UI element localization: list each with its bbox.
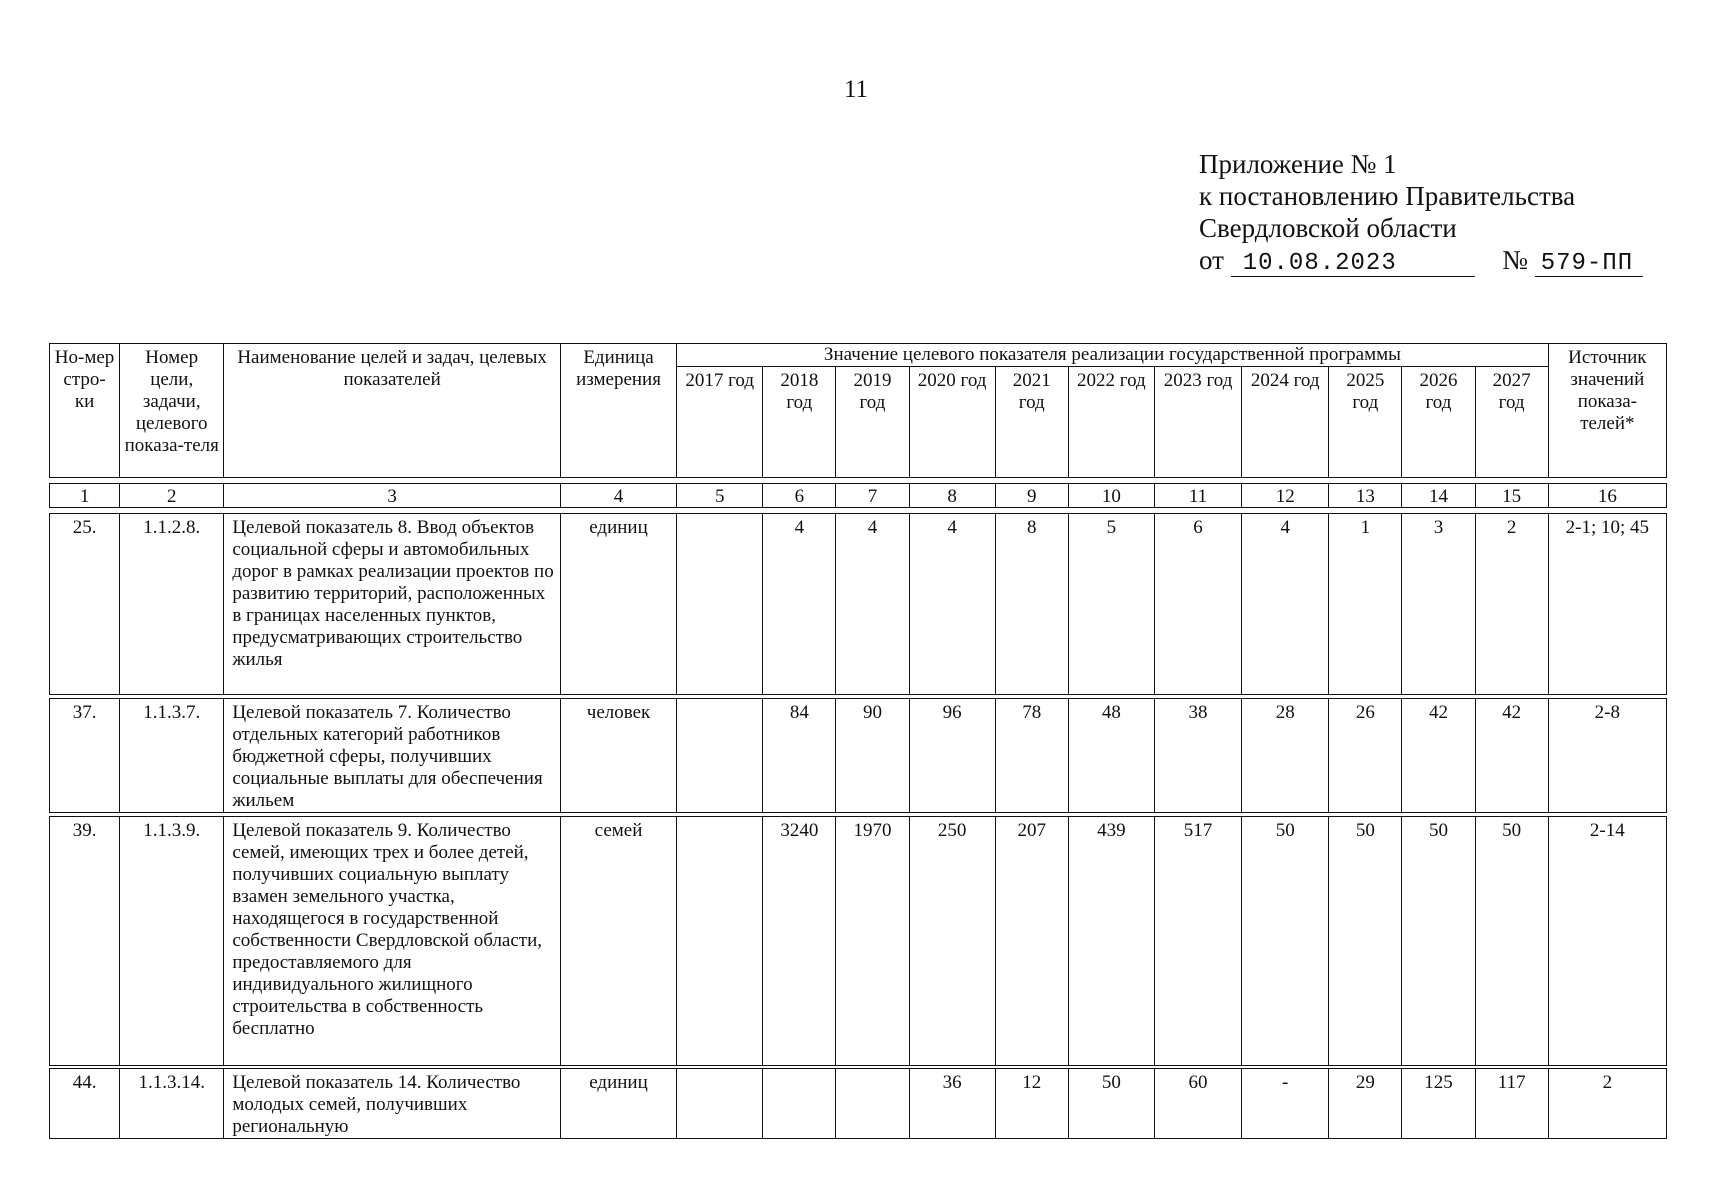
value-cell <box>677 514 763 695</box>
goal-number: 1.1.3.7. <box>120 699 224 813</box>
header-year: 2027 год <box>1475 367 1548 478</box>
header-year: 2018 год <box>763 367 836 478</box>
value-cell <box>763 1069 836 1139</box>
table-row <box>49 698 1667 813</box>
value-cell: 36 <box>909 1069 995 1139</box>
column-number: 7 <box>836 484 909 508</box>
header-year: 2020 год <box>909 367 995 478</box>
value-cell: 38 <box>1154 699 1241 813</box>
header-name: Наименование целей и задач, целевых показателей <box>224 344 561 478</box>
column-number: 6 <box>763 484 836 508</box>
column-number: 14 <box>1402 484 1475 508</box>
value-cell: 3 <box>1402 514 1475 695</box>
number-prefix: № <box>1502 245 1528 275</box>
value-cell: 5 <box>1068 514 1154 695</box>
column-number: 2 <box>120 484 224 508</box>
header-values-group: Значение целевого показателя реализации государственной программы <box>677 344 1549 367</box>
value-cell: 439 <box>1068 817 1154 1066</box>
header-year: 2023 год <box>1154 367 1241 478</box>
header-year: 2022 год <box>1068 367 1154 478</box>
value-cell: 50 <box>1068 1069 1154 1139</box>
value-cell: 8 <box>995 514 1068 695</box>
unit: единиц <box>560 514 676 695</box>
source: 2 <box>1548 1069 1666 1139</box>
value-cell: 60 <box>1154 1069 1241 1139</box>
appendix-block <box>1199 148 1643 277</box>
indicator-name: Целевой показатель 14. Количество молодых семей, получивших региональную <box>224 1069 561 1139</box>
column-number: 10 <box>1068 484 1154 508</box>
value-cell: 50 <box>1242 817 1329 1066</box>
table-row <box>49 513 1667 695</box>
value-cell: - <box>1242 1069 1329 1139</box>
unit: человек <box>560 699 676 813</box>
header-year: 2021 год <box>995 367 1068 478</box>
table-row <box>49 816 1667 1066</box>
value-cell: 96 <box>909 699 995 813</box>
value-cell: 84 <box>763 699 836 813</box>
table-row <box>49 1068 1667 1139</box>
value-cell: 1970 <box>836 817 909 1066</box>
indicator-name: Целевой показатель 8. Ввод объектов социальной сферы и автомобильных дорог в рамках реализации проектов по развитию территорий, расположенных в границах населенных пунктов, предусматривающих строительство жилья <box>224 514 561 695</box>
value-cell: 4 <box>1242 514 1329 695</box>
value-cell: 250 <box>909 817 995 1066</box>
column-number: 9 <box>995 484 1068 508</box>
goal-number: 1.1.3.14. <box>120 1069 224 1139</box>
column-number: 12 <box>1242 484 1329 508</box>
value-cell: 125 <box>1402 1069 1475 1139</box>
row-number: 37. <box>50 699 120 813</box>
source: 2-1; 10; 45 <box>1548 514 1666 695</box>
column-number: 16 <box>1548 484 1666 508</box>
column-number: 13 <box>1329 484 1402 508</box>
source: 2-8 <box>1548 699 1666 813</box>
column-number: 8 <box>909 484 995 508</box>
value-cell <box>836 1069 909 1139</box>
appendix-line-2: к постановлению Правительства <box>1199 181 1576 211</box>
value-cell: 90 <box>836 699 909 813</box>
value-cell: 26 <box>1329 699 1402 813</box>
value-cell: 117 <box>1475 1069 1548 1139</box>
value-cell: 29 <box>1329 1069 1402 1139</box>
value-cell: 3240 <box>763 817 836 1066</box>
value-cell: 1 <box>1329 514 1402 695</box>
table-header <box>49 343 1667 478</box>
value-cell: 6 <box>1154 514 1241 695</box>
value-cell: 4 <box>909 514 995 695</box>
header-unit: Единица измерения <box>560 344 676 478</box>
appendix-date-line <box>1199 244 1643 277</box>
unit: единиц <box>560 1069 676 1139</box>
value-cell <box>677 1069 763 1139</box>
value-cell: 207 <box>995 817 1068 1066</box>
header-goal-number: Номер цели, задачи, целевого показа-теля <box>120 344 224 478</box>
value-cell: 50 <box>1329 817 1402 1066</box>
value-cell: 50 <box>1475 817 1548 1066</box>
decree-number: 579-ПП <box>1535 252 1643 277</box>
column-number: 3 <box>224 484 561 508</box>
header-year: 2024 год <box>1242 367 1329 478</box>
appendix-title: Приложение № 1 <box>1199 149 1397 179</box>
value-cell: 42 <box>1402 699 1475 813</box>
column-numbers-row <box>49 483 1667 508</box>
header-year: 2026 год <box>1402 367 1475 478</box>
column-number: 1 <box>50 484 120 508</box>
value-cell: 28 <box>1242 699 1329 813</box>
value-cell: 4 <box>763 514 836 695</box>
header-year: 2017 год <box>677 367 763 478</box>
decree-date: 10.08.2023 <box>1231 252 1475 277</box>
column-number: 4 <box>560 484 676 508</box>
value-cell: 78 <box>995 699 1068 813</box>
value-cell: 517 <box>1154 817 1241 1066</box>
header-row-number: Но-мер стро-ки <box>50 344 120 478</box>
header-source: Источник значений показа-телей* <box>1548 344 1666 478</box>
page-number: 11 <box>843 76 869 103</box>
indicator-name: Целевой показатель 9. Количество семей, имеющих трех и более детей, получивших социальную выплату взамен земельного участка, находящегося в государственной собственности Свердловской области, предоставляемого для индивидуального жилищного строительства в собственность бесплатно <box>224 817 561 1066</box>
row-number: 25. <box>50 514 120 695</box>
value-cell: 42 <box>1475 699 1548 813</box>
value-cell: 48 <box>1068 699 1154 813</box>
column-number: 11 <box>1154 484 1241 508</box>
column-number: 5 <box>677 484 763 508</box>
header-year: 2019 год <box>836 367 909 478</box>
date-prefix: от <box>1199 245 1224 275</box>
column-number: 15 <box>1475 484 1548 508</box>
unit: семей <box>560 817 676 1066</box>
row-number: 39. <box>50 817 120 1066</box>
value-cell <box>677 699 763 813</box>
value-cell <box>677 817 763 1066</box>
appendix-line-3: Свердловской области <box>1199 213 1457 243</box>
source: 2-14 <box>1548 817 1666 1066</box>
row-number: 44. <box>50 1069 120 1139</box>
goal-number: 1.1.3.9. <box>120 817 224 1066</box>
value-cell: 50 <box>1402 817 1475 1066</box>
value-cell: 2 <box>1475 514 1548 695</box>
indicator-name: Целевой показатель 7. Количество отдельных категорий работников бюджетной сферы, получивших социальные выплаты для обеспечения жильем <box>224 699 561 813</box>
header-year: 2025 год <box>1329 367 1402 478</box>
value-cell: 4 <box>836 514 909 695</box>
value-cell: 12 <box>995 1069 1068 1139</box>
goal-number: 1.1.2.8. <box>120 514 224 695</box>
